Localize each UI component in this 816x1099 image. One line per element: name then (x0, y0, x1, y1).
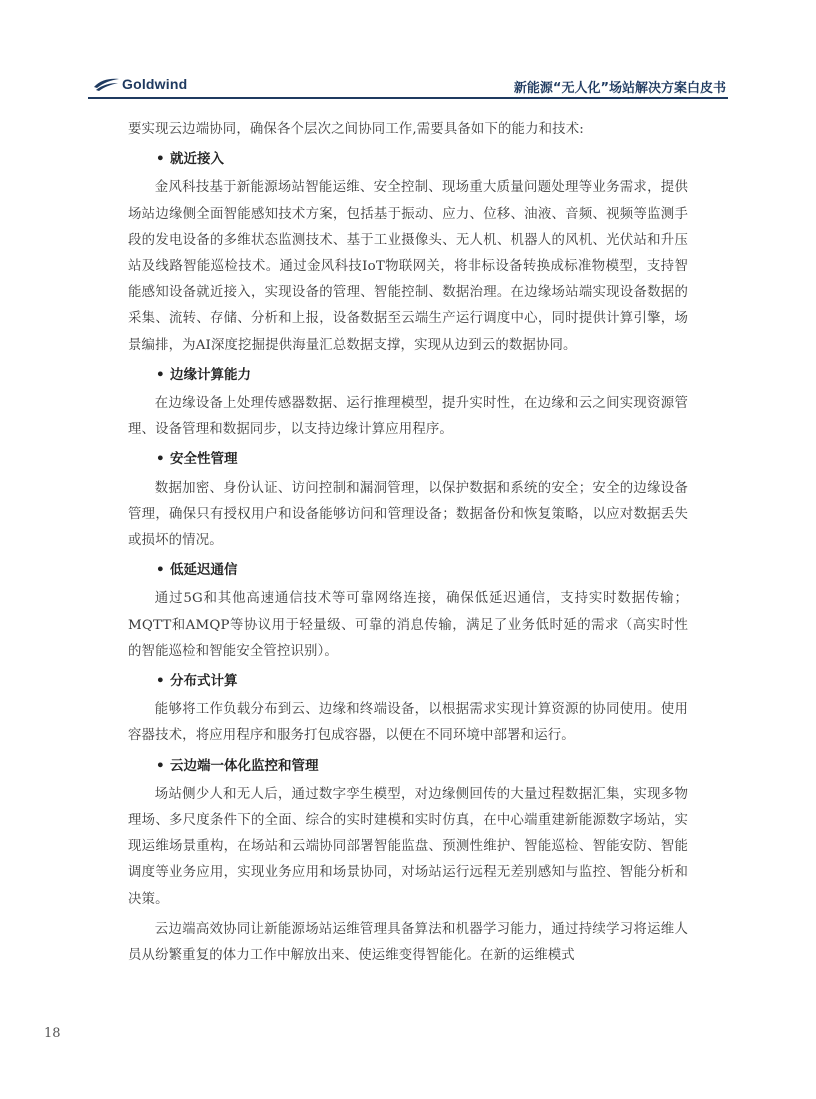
section-cloud-edge-monitoring (128, 753, 688, 970)
section-paragraph: 能够将工作负载分布到云、边缘和终端设备，以根据需求实现计算资源的协同使用。使用容器技术，将应用程序和服务打包成容器，以便在不同环境中部署和运行。 (128, 702, 688, 744)
section-edge-computing (128, 362, 688, 444)
bullet-icon: • (156, 673, 165, 690)
document-title: 新能源“无人化”场站解决方案白皮书 (513, 81, 726, 96)
section-heading: • 分布式计算 (156, 668, 688, 694)
section-heading: • 就近接入 (156, 146, 688, 172)
page-body (128, 117, 688, 969)
section-paragraph: 场站侧少人和无人后，通过数字孪生模型，对边缘侧回传的大量过程数据汇集，实现多物理场、多尺度条件下的全面、综合的实时建模和实时仿真，在中心端重建新能源数字场站，实现运维场景重构，在场站和云端协同部署智能监盘、预测性维护、智能巡检、智能安防、智能调度等业务应用，实现业务应用和场景协同，对场站运行远程无差别感知与监控、智能分析和决策。 (128, 786, 688, 907)
section-low-latency (128, 557, 688, 665)
bullet-icon: • (156, 151, 165, 168)
section-proximity-access (128, 146, 688, 359)
page-header (88, 72, 728, 98)
section-distributed-computing (128, 668, 688, 750)
page-number: 18 (44, 1026, 61, 1041)
bullet-icon: • (156, 562, 165, 579)
section-paragraph: 金风科技基于新能源场站智能运维、安全控制、现场重大质量问题处理等业务需求，提供场站边缘侧全面智能感知技术方案，包括基于振动、应力、位移、油液、音频、视频等监测手段的发电设备的多维状态监测技术、基于工业摄像头、无人机、机器人的风机、光伏站和升压站及线路智能巡检技术。通过金风科技IoT物联网关，将非标设备转换成标准物模型，支持智能感知设备就近接入，实现设备的管理、智能控制、数据治理。在边缘场站端实现设备数据的采集、流转、存储、分析和上报，设备数据至云端生产运行调度中心，同时提供计算引擎，场景编排，为AI深度挖掘提供海量汇总数据支撑，实现从边到云的数据协同。 (128, 180, 688, 353)
section-heading: • 安全性管理 (156, 446, 688, 472)
goldwind-wind-icon (92, 76, 120, 92)
goldwind-logo (92, 76, 187, 92)
section-heading: • 边缘计算能力 (156, 362, 688, 388)
bullet-icon: • (156, 757, 165, 774)
logo-text: Goldwind (122, 76, 188, 92)
section-paragraph: 云边端高效协同让新能源场站运维管理具备算法和机器学习能力，通过持续学习将运维人员从纷繁重复的体力工作中解放出来、使运维变得智能化。在新的运维模式 (128, 921, 688, 964)
section-paragraph: 在边缘设备上处理传感器数据、运行推理模型，提升实时性，在边缘和云之间实现资源管理、设备管理和数据同步，以支持边缘计算应用程序。 (128, 396, 688, 438)
bullet-icon: • (156, 451, 165, 468)
header-divider (88, 97, 728, 99)
bullet-icon: • (156, 366, 165, 383)
section-paragraph: 数据加密、身份认证、访问控制和漏洞管理，以保护数据和系统的安全；安全的边缘设备管理，确保只有授权用户和设备能够访问和管理设备；数据备份和恢复策略，以应对数据丢失或损坏的情况。 (128, 480, 688, 549)
intro-paragraph: 要实现云边端协同，确保各个层次之间协同工作,需要具备如下的能力和技术: (128, 122, 584, 137)
section-paragraph: 通过5G和其他高速通信技术等可靠网络连接，确保低延迟通信，支持实时数据传输；MQTT和AMQP等协议用于轻量级、可靠的消息传输，满足了业务低时延的需求（高实时性的智能巡检和智能安全管控识别）。 (128, 591, 688, 659)
section-heading: • 低延迟通信 (156, 557, 688, 583)
section-security-management (128, 446, 688, 554)
section-heading: • 云边端一体化监控和管理 (156, 753, 688, 779)
